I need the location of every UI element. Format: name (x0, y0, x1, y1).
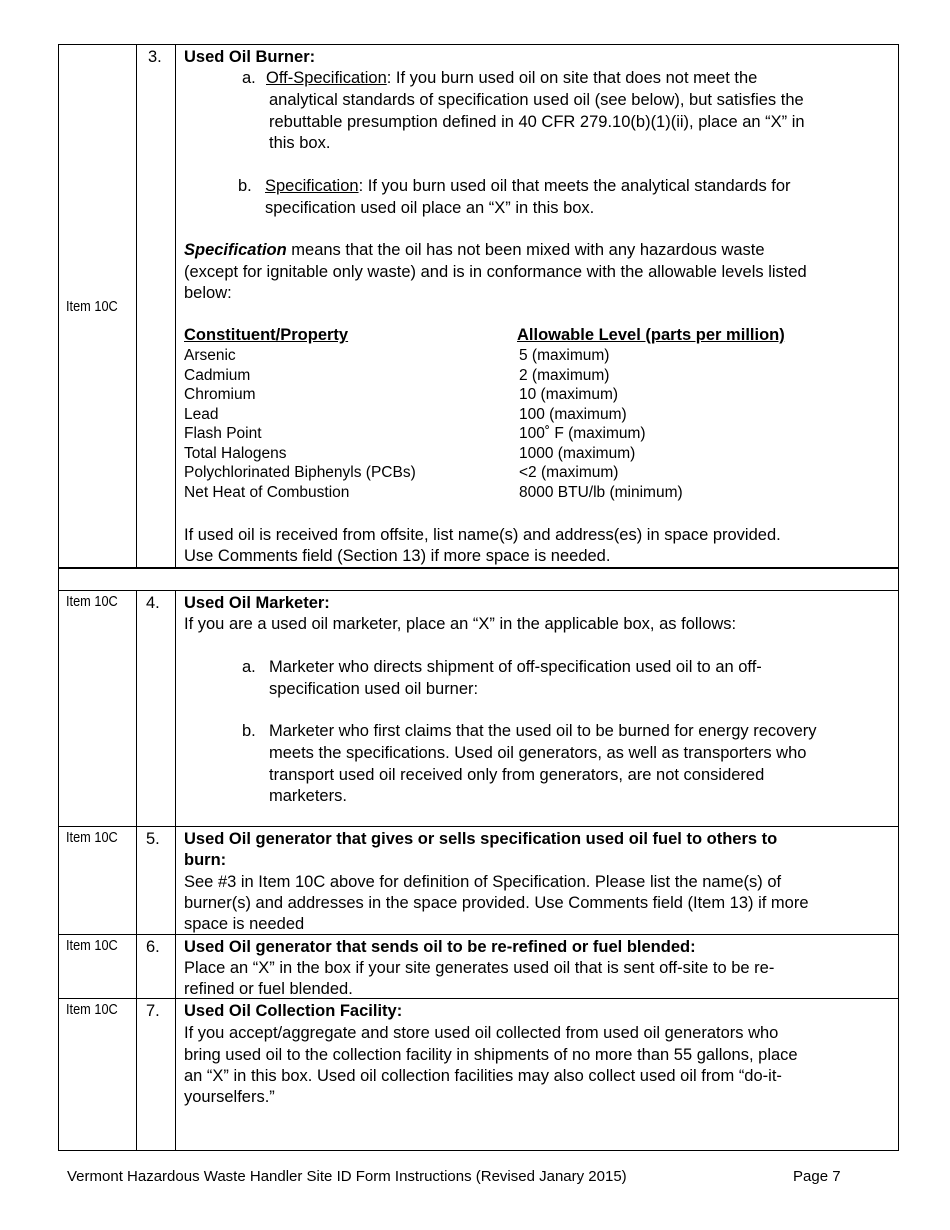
page-number: Page 7 (793, 1168, 841, 1185)
allowable-level: 100˚ F (maximum) (519, 425, 646, 442)
specification-definition-term: Specification (184, 241, 287, 259)
section4-a-line2: specification used oil burner: (269, 680, 479, 698)
section4-b-line1: Marketer who first claims that the used oil to be burned for energy recovery (269, 722, 817, 740)
section7-line1: If you accept/aggregate and store used oil collected from used oil generators who (184, 1024, 779, 1042)
row-divider-4-5 (58, 826, 899, 827)
constituent-header: Constituent/Property (184, 326, 349, 344)
section3-item-label: Item 10C (66, 299, 118, 315)
section4-a-line1: Marketer who directs shipment of off-specification used oil to an off- (269, 658, 762, 676)
section4-title: Used Oil Marketer: (184, 594, 330, 612)
section6-number: 6. (146, 938, 160, 956)
section5-title-line1: Used Oil generator that gives or sells specification used oil fuel to others to (184, 830, 778, 848)
sections-col-divider-2 (175, 590, 176, 1151)
section3-title: Used Oil Burner: (184, 48, 316, 66)
table-edge-mark (898, 563, 899, 613)
allowable-level-header: Allowable Level (parts per million) (517, 326, 785, 344)
section5-line2: burner(s) and addresses in the space provided. Use Comments field (Item 13) if more (184, 894, 809, 912)
section3-a-line4: this box. (269, 134, 331, 152)
allowable-level: 8000 BTU/lb (minimum) (519, 483, 683, 501)
constituent-name: Chromium (184, 386, 256, 403)
section3-col-divider-2 (175, 44, 176, 568)
off-specification-term: Off-Specification (266, 69, 387, 87)
section3-a-line3: rebuttable presumption defined in 40 CFR 279.10(b)(1)(ii), place an “X” in (269, 113, 805, 131)
section7-line4: yourselfers.” (184, 1088, 275, 1106)
section5-line1: See #3 in Item 10C above for definition of Specification. Please list the name(s) of (184, 873, 782, 891)
section6-item-label: Item 10C (66, 938, 118, 954)
section7-number: 7. (146, 1002, 160, 1020)
constituent-name: Flash Point (184, 425, 262, 442)
section4-item-label: Item 10C (66, 594, 118, 610)
section3-b-line2: specification used oil place an “X” in this box. (265, 199, 595, 217)
section5-number: 5. (146, 830, 160, 848)
allowable-level: 5 (maximum) (519, 347, 610, 364)
section6-title: Used Oil generator that sends oil to be re-refined or fuel blended: (184, 938, 696, 956)
allowable-level: 10 (maximum) (519, 386, 619, 403)
constituent-name: Polychlorinated Biphenyls (PCBs) (184, 464, 416, 481)
constituent-name: Arsenic (184, 347, 236, 364)
section3-a-letter: a. (242, 69, 256, 87)
section4-intro: If you are a used oil marketer, place an “X” in the applicable box, as follows: (184, 615, 737, 633)
allowable-level: 100 (maximum) (519, 405, 627, 423)
allowable-level: <2 (maximum) (519, 464, 619, 481)
constituent-name: Net Heat of Combustion (184, 483, 350, 501)
section4-b-line4: marketers. (269, 787, 347, 805)
section4-b-line2: meets the specifications. Used oil generators, as well as transporters who (269, 744, 807, 762)
section7-item-label: Item 10C (66, 1002, 118, 1018)
specification-term: Specification (265, 177, 359, 195)
section7-title: Used Oil Collection Facility: (184, 1002, 403, 1020)
section4-b-line3: transport used oil received only from generators, are not considered (269, 766, 765, 784)
specification-definition-line1: Specification means that the oil has not been mixed with any hazardous waste (184, 241, 765, 259)
allowable-level: 2 (maximum) (519, 366, 610, 384)
constituent-name: Cadmium (184, 366, 251, 384)
offsite-line1: If used oil is received from offsite, list name(s) and address(es) in space provided. (184, 526, 781, 544)
section5-line3: space is needed (184, 915, 305, 933)
section3-a-line1: Off-Specification: If you burn used oil on site that does not meet the (266, 69, 758, 87)
section6-line2: refined or fuel blended. (184, 980, 353, 998)
constituent-name: Total Halogens (184, 444, 287, 462)
footer-title: Vermont Hazardous Waste Handler Site ID Form Instructions (Revised Janary 2015) (67, 1168, 627, 1185)
specification-definition-line3: below: (184, 284, 232, 302)
constituent-name: Lead (184, 405, 219, 423)
section7-line3: an “X” in this box. Used oil collection facilities may also collect used oil from “do-it- (184, 1067, 782, 1085)
section4-b-letter: b. (242, 722, 256, 740)
allowable-level: 1000 (maximum) (519, 444, 636, 462)
offsite-line2: Use Comments field (Section 13) if more space is needed. (184, 547, 611, 565)
section3-col-divider-1 (136, 44, 137, 568)
section3-a-line2: analytical standards of specification used oil (see below), but satisfies the (269, 91, 804, 109)
sections-col-divider-1 (136, 590, 137, 1151)
section4-number: 4. (146, 594, 160, 612)
spacer-row-divider (58, 590, 899, 591)
section5-title-line2: burn: (184, 851, 227, 869)
section3-number: 3. (148, 48, 162, 66)
section4-a-letter: a. (242, 658, 256, 676)
section3-b-letter: b. (238, 177, 252, 195)
section7-line2: bring used oil to the collection facility in shipments of no more than 55 gallons, place (184, 1046, 798, 1064)
section3-b-line1: Specification: If you burn used oil that meets the analytical standards for (265, 177, 791, 195)
section6-line1: Place an “X” in the box if your site generates used oil that is sent off-site to be re- (184, 959, 775, 977)
specification-definition-line2: (except for ignitable only waste) and is in conformance with the allowable levels listed (184, 263, 807, 281)
section5-item-label: Item 10C (66, 830, 118, 846)
